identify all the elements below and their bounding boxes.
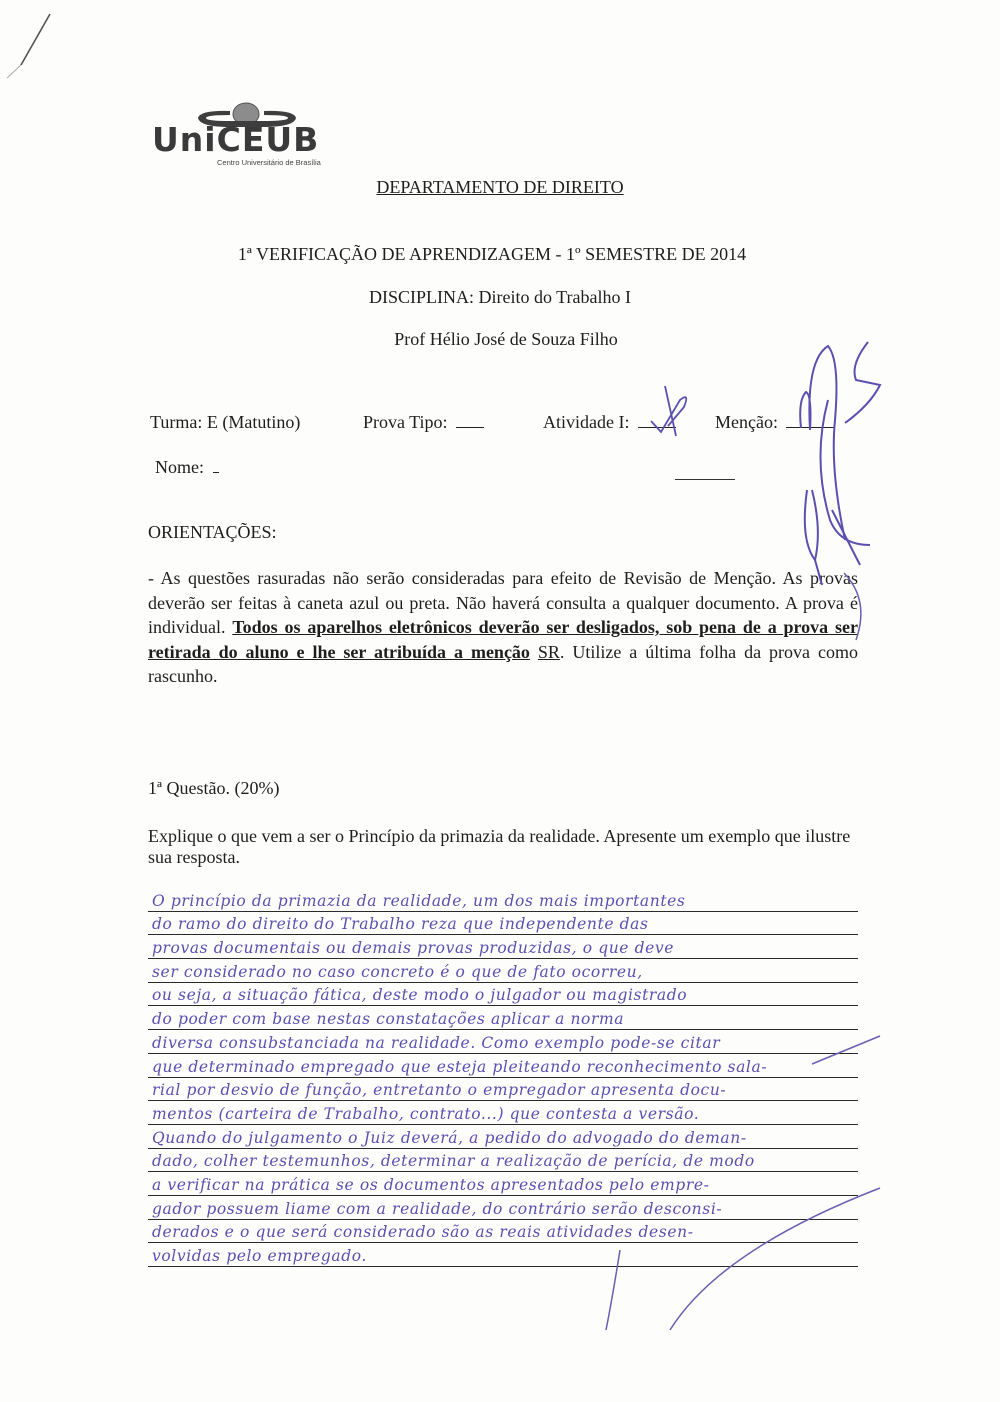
answer-line[interactable]	[148, 1101, 858, 1125]
handwritten-answer-text: ser considerado no caso concreto é o que de fato ocorreu,	[152, 962, 643, 981]
handwritten-answer-text: rial por desvio de função, entretanto o empregador apresenta docu-	[152, 1081, 727, 1100]
logo-subtitle: Centro Universitário de Brasília	[217, 158, 321, 167]
discipline-line: DISCIPLINA: Direito do Trabalho I	[369, 287, 631, 307]
answer-line[interactable]	[148, 1149, 858, 1173]
orientacoes-text	[148, 566, 858, 689]
answer-line[interactable]	[148, 1172, 858, 1196]
logo-wordmark: UniCEUB	[152, 120, 320, 159]
answer-line[interactable]	[148, 983, 858, 1007]
answer-line[interactable]	[148, 1030, 858, 1054]
handwritten-answer-text: gador possuem liame com a realidade, do contrário serão desconsi-	[152, 1199, 723, 1218]
handwritten-answer-text: dado, colher testemunhos, determinar a realização de perícia, de modo	[152, 1152, 755, 1171]
orientacoes-plain-2: . Utilize a última folha da prova como rascunho.	[148, 641, 858, 686]
handwritten-answer-text: diversa consubstanciada na realidade. Como exemplo pode-se citar	[152, 1033, 721, 1052]
answer-line[interactable]	[148, 1125, 858, 1149]
orientacoes-sr: SR	[537, 641, 560, 662]
question-title: 1ª Questão. (20%)	[148, 778, 280, 798]
atividade-field[interactable]	[543, 412, 676, 433]
answer-line[interactable]	[148, 1220, 858, 1244]
handwritten-answer-text: derados e o que será considerado são as reais atividades desen-	[152, 1223, 694, 1242]
mencao-blank[interactable]	[786, 426, 834, 428]
handwritten-answer-text: mentos (carteira de Trabalho, contrato...) que contesta a versão.	[152, 1104, 700, 1123]
prova-tipo-label: Prova Tipo:	[363, 412, 448, 432]
mencao-field[interactable]	[715, 412, 834, 433]
atividade-label: Atividade I:	[543, 412, 630, 432]
handwritten-answer-text: provas documentais ou demais provas produzidas, o que deve	[152, 939, 675, 958]
nome-label: Nome:	[155, 457, 204, 477]
nome-redacted-underline	[675, 479, 735, 480]
orientacoes-plain-1: - As questões rasuradas não serão consideradas para efeito de Revisão de Menção. As provas deverão ser feitas à caneta azul ou preta. Não haverá consulta a qualquer documento. A prova é individual.	[148, 568, 858, 637]
answer-line[interactable]	[148, 1054, 858, 1078]
answer-line[interactable]	[148, 959, 858, 983]
handwritten-answer-text: que determinado empregado que esteja pleiteando reconhecimento sala-	[152, 1057, 768, 1076]
handwritten-answer-text: volvidas pelo empregado.	[152, 1247, 367, 1265]
prova-tipo-blank[interactable]	[456, 426, 484, 428]
answer-line[interactable]	[148, 1243, 858, 1267]
mencao-grade-mark	[800, 342, 880, 585]
handwritten-answer-text: do poder com base nestas constatações aplicar a norma	[152, 1010, 625, 1029]
handwritten-answer-text: do ramo do direito do Trabalho reza que independente das	[152, 915, 649, 934]
mencao-label: Menção:	[715, 412, 778, 432]
answer-line[interactable]	[148, 888, 858, 912]
orientacoes-emphasis: Todos os aparelhos eletrônicos deverão ser desligados, sob pena de a prova ser retirada do aluno e lhe ser atribuída a menção	[148, 617, 858, 662]
prova-tipo-field[interactable]	[363, 412, 484, 433]
answer-line[interactable]	[148, 1078, 858, 1102]
atividade-blank[interactable]	[638, 426, 676, 428]
handwritten-answer-text: Quando do julgamento o Juiz deverá, a pedido do advogado do deman-	[152, 1128, 747, 1147]
exam-title: 1ª VERIFICAÇÃO DE APRENDIZAGEM - 1º SEMESTRE DE 2014	[237, 244, 747, 264]
answer-line[interactable]	[148, 1196, 858, 1220]
answer-line[interactable]	[148, 935, 858, 959]
turma-label: Turma: E (Matutino)	[150, 412, 301, 432]
orientacoes-title: ORIENTAÇÕES:	[148, 522, 277, 542]
answer-area[interactable]	[148, 888, 858, 1267]
uniceub-logo	[150, 100, 330, 170]
answer-line[interactable]	[148, 1006, 858, 1030]
nome-blank[interactable]	[213, 471, 219, 473]
professor-line: Prof Hélio José de Souza Filho	[394, 329, 618, 349]
nome-field[interactable]	[155, 457, 219, 478]
question-prompt: Explique o que vem a ser o Princípio da primazia da realidade. Apresente um exemplo que ilustre sua resposta.	[148, 826, 851, 867]
scan-artifact-line	[0, 0, 120, 110]
answer-line[interactable]	[148, 912, 858, 936]
handwritten-answer-text: a verificar na prática se os documentos apresentados pelo empre-	[152, 1175, 710, 1194]
handwritten-answer-text: ou seja, a situação fática, deste modo o julgador ou magistrado	[152, 986, 688, 1005]
department-heading: DEPARTAMENTO DE DIREITO	[376, 177, 624, 197]
handwritten-answer-text: O princípio da primazia da realidade, um dos mais importantes	[152, 891, 686, 910]
